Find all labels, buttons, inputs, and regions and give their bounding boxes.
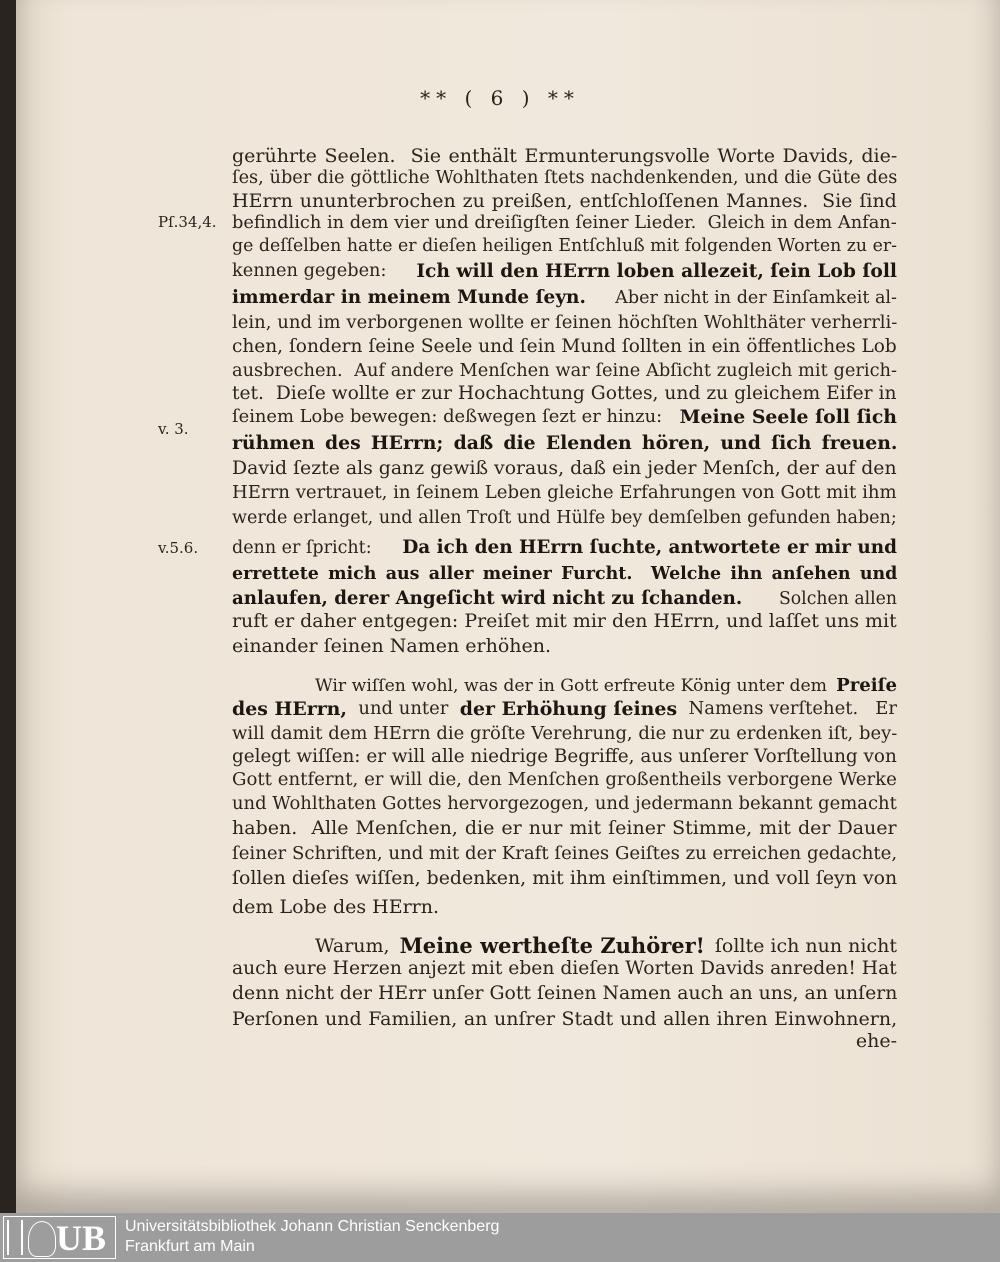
text-line [232, 983, 897, 1005]
text-segment: ruft er daher entgegen: Preiſet mit mir den HErrn, und laſſet uns mit [232, 610, 897, 632]
text-line [232, 843, 897, 865]
text-line [232, 235, 897, 257]
text-line [232, 432, 897, 454]
text-line [232, 482, 897, 504]
text-line [232, 817, 897, 839]
text-line [232, 769, 897, 791]
library-name: Universitätsbibliothek Johann Christian Senckenberg [125, 1218, 500, 1235]
text-line [232, 610, 897, 632]
text-segment: befindlich in dem vier und dreiſigſten ſeiner Lieder. Gleich in dem Anfan- [232, 213, 897, 233]
pillars-icon [7, 1220, 23, 1255]
emphasized-text: Meine Seele ſoll ſich [679, 406, 897, 428]
scan-edge [0, 0, 16, 1213]
text-segment: ſeinem Lobe bewegen: deßwegen ſezt er hinzu: [232, 406, 668, 427]
text-line [232, 145, 897, 167]
text-line [232, 1008, 897, 1030]
text-segment: ſes, über die göttliche Wohlthaten ſtets nachdenkenden, und die Güte des [232, 168, 898, 188]
emphasized-text: Preiſe [836, 675, 897, 696]
text-segment: Solchen allen [767, 589, 897, 609]
text-segment: will damit dem HErrn die gröſte Verehrung, die nur zu erdenken iſt, bey- [232, 723, 898, 744]
text-segment: ſollte ich nun nicht [708, 935, 897, 957]
text-segment: Gott entfernt, er will die, den Menſchen großentheils verborgene Werke [232, 769, 897, 790]
text-segment: lein, und im verborgenen wollte er ſeinen höchſten Wohlthäter verherrli- [232, 312, 898, 333]
text-line [232, 867, 897, 889]
text-line [232, 793, 897, 815]
text-line [315, 935, 897, 957]
text-segment: werde erlanget, und allen Troſt und Hülfe bey demſelben gefunden haben; [232, 508, 897, 528]
text-segment: einander ſeinen Namen erhöhen. [232, 635, 552, 657]
text-segment: chen, ſondern ſeine Seele und ſein Mund ſollten in ein öffentliches Lob [232, 336, 897, 357]
text-segment: tet. Dieſe wollte er zur Hochachtung Gottes, und zu gleichem Eifer in [232, 383, 897, 404]
text-line [232, 360, 897, 382]
emphasized-text: errettete mich aus aller meiner Furcht. Welche ihn anſehen und [232, 564, 898, 584]
text-segment: ſollen dieſes wiſſen, bedenken, mit ihm einſtimmen, und voll ſeyn von [232, 867, 898, 889]
text-line [315, 675, 897, 697]
emphasized-text: der Erhöhung ſeines [459, 698, 678, 720]
emphasized-text: Da ich den HErrn ſuchte, antwortete er mir und [402, 537, 897, 558]
library-footer [0, 1213, 1000, 1262]
text-line [232, 635, 897, 657]
text-line [232, 746, 897, 768]
text-line [232, 167, 897, 189]
margin-note: Pſ.34,4. [158, 213, 217, 231]
text-segment: ge deſſelben hatte er dieſen heiligen Entſchluß mit folgenden Worten zu er- [232, 236, 897, 256]
text-segment: Warum, [315, 935, 396, 957]
text-line [232, 723, 897, 745]
text-line [232, 588, 897, 610]
emphasized-text: anlaufen, derer Angeſicht wird nicht zu ſchanden. [232, 588, 743, 609]
text-segment: dem Lobe des HErrn. [232, 896, 440, 918]
text-segment: denn nicht der HErr unſer Gott ſeinen Namen auch an uns, an unſern [232, 983, 898, 1004]
text-line [232, 406, 897, 428]
text-line [232, 896, 897, 918]
text-line [232, 383, 897, 405]
text-segment: Wir wiſſen wohl, was der in Gott erfreute König unter dem [315, 676, 833, 696]
text-line [232, 698, 897, 720]
text-line [232, 1030, 897, 1052]
text-line [232, 212, 897, 234]
emphasized-text: des HErrn, [232, 698, 347, 720]
text-segment: Perſonen und Familien, an unſrer Stadt und allen ihren Einwohnern, [232, 1008, 898, 1030]
text-segment: David ſezte als ganz gewiß voraus, daß ein jeder Menſch, der auf den [232, 458, 897, 479]
text-segment: gerührte Seelen. Sie enthält Ermunterungsvolle Worte Davids, die- [232, 145, 898, 167]
emphasized-text: immerdar in meinem Munde ſeyn. [232, 287, 586, 308]
text-line [232, 260, 897, 282]
library-logo [3, 1216, 116, 1259]
margin-note: v. 3. [158, 420, 189, 438]
text-segment: haben. Alle Menſchen, die er nur mit ſeiner Stimme, mit der Dauer [232, 817, 897, 839]
logo-text: UB [56, 1218, 107, 1258]
text-line [232, 537, 897, 559]
text-segment: ſeiner Schriften, und mit der Kraft ſeines Geiſtes zu erreichen gedachte, [232, 843, 898, 864]
text-segment: Namens verſtehet. Er [682, 698, 897, 719]
text-line [232, 287, 897, 309]
text-segment: und Wohlthaten Gottes hervorgezogen, und jedermann bekannt gemacht [232, 793, 897, 814]
text-line [232, 190, 897, 212]
text-line [232, 336, 897, 358]
text-line [232, 312, 897, 334]
emphasized-text: Meine wertheſte Zuhörer! [399, 933, 705, 958]
text-segment: ausbrechen. Auf andere Menſchen war ſeine Abſicht zugleich mit gerich- [232, 360, 897, 381]
margin-note: v.5.6. [158, 539, 199, 557]
emphasized-text: rühmen des HErrn; daß die Elenden hören, und ſich freuen. [232, 432, 898, 454]
text-segment: denn er ſpricht: [232, 538, 378, 558]
text-segment: kennen gegeben: [232, 261, 393, 281]
text-segment: auch eure Herzen anjezt mit eben dieſen Worten Davids anreden! Hat [232, 958, 897, 979]
library-location: Frankfurt am Main [125, 1238, 255, 1255]
text-segment: ehe- [855, 1030, 897, 1052]
text-segment: HErrn vertrauet, in ſeinem Leben gleiche Erfahrungen von Gott mit ihm [232, 482, 897, 503]
text-segment: Aber nicht in der Einſamkeit al- [604, 288, 897, 308]
text-segment: HErrn ununterbrochen zu preißen, entſchloſſenen Mannes. Sie ſind [232, 190, 897, 212]
text-segment: gelegt wiſſen: er will alle niedrige Begriffe, aus unſerer Vorſtellung von [232, 746, 897, 767]
text-line [232, 458, 897, 480]
portrait-icon [28, 1221, 56, 1257]
text-line [232, 958, 897, 980]
text-line [232, 563, 897, 585]
text-segment: und unter [352, 698, 455, 719]
page-number-header: ** ( 6 ) ** [420, 86, 580, 110]
text-line [232, 507, 897, 529]
emphasized-text: Ich will den HErrn loben allezeit, ſein Lob ſoll [416, 260, 897, 282]
